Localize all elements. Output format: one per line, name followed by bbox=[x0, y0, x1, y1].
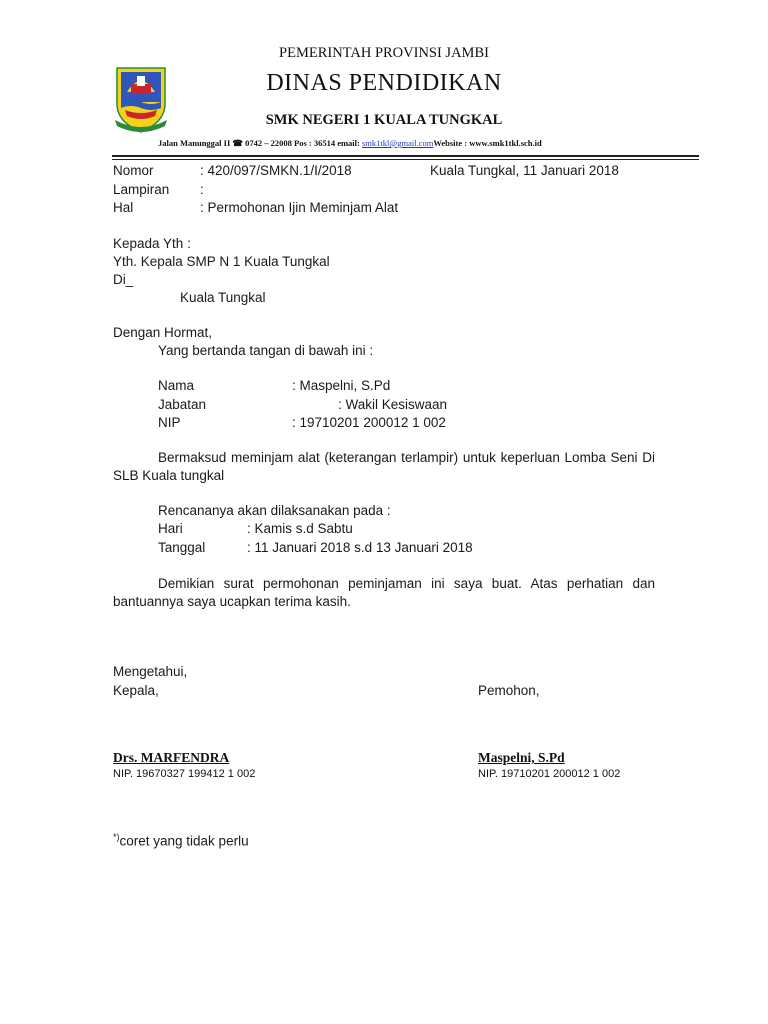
jabatan-label: Jabatan bbox=[158, 397, 207, 412]
kepala-role: Kepala, bbox=[113, 683, 159, 698]
header-rule-thick bbox=[112, 155, 699, 157]
email-link[interactable]: smk1tkl@gmail.com bbox=[362, 138, 434, 148]
tanggal-value: : 11 Januari 2018 s.d 13 Januari 2018 bbox=[247, 540, 473, 555]
applicant-nip: NIP. 19710201 200012 1 002 bbox=[478, 768, 621, 780]
footnote-mark: *) bbox=[113, 832, 120, 842]
kepada-yth: Kepada Yth : bbox=[113, 236, 191, 251]
header-rule-thin bbox=[112, 159, 699, 160]
purpose-paragraph: Bermaksud meminjam alat (keterangan terlampir) untuk keperluan Lomba Seni Di SLB Kuala tungkal bbox=[113, 450, 655, 483]
footnote-text: coret yang tidak perlu bbox=[119, 833, 249, 849]
address-phone: 0742 – 22008 Pos : 36514 email: bbox=[245, 138, 362, 148]
website-text: Website : www.smk1tkl.sch.id bbox=[433, 138, 542, 148]
salutation: Dengan Hormat, bbox=[113, 325, 213, 340]
headmaster-name: Drs. MARFENDRA bbox=[113, 750, 230, 765]
recipient-di: Di_ bbox=[113, 272, 134, 287]
agency-heading: DINAS PENDIDIKAN bbox=[266, 70, 502, 96]
address-line bbox=[158, 138, 542, 149]
pemohon-role: Pemohon, bbox=[478, 683, 540, 698]
hari-value: : Kamis s.d Sabtu bbox=[247, 521, 353, 536]
mengetahui-label: Mengetahui, bbox=[113, 664, 188, 679]
address-street: Jalan Manunggal II bbox=[158, 138, 231, 148]
jabatan-value: : Wakil Kesiswaan bbox=[338, 397, 448, 412]
lampiran-label: Lampiran bbox=[113, 182, 170, 197]
hari-label: Hari bbox=[158, 521, 183, 536]
recipient-place: Kuala Tungkal bbox=[180, 290, 266, 305]
hal-label: Hal bbox=[113, 200, 134, 215]
nama-label: Nama bbox=[158, 378, 195, 393]
school-heading: SMK NEGERI 1 KUALA TUNGKAL bbox=[265, 112, 503, 128]
tanggal-label: Tanggal bbox=[158, 540, 206, 555]
closing-paragraph: Demikian surat permohonan peminjaman ini saya buat. Atas perhatian dan bantuannya saya ucapkan terima kasih. bbox=[113, 576, 655, 609]
recipient-name: Yth. Kepala SMP N 1 Kuala Tungkal bbox=[113, 254, 330, 269]
place-date: Kuala Tungkal, 11 Januari 2018 bbox=[430, 163, 619, 178]
hal-value: : Permohonan Ijin Meminjam Alat bbox=[200, 200, 399, 215]
intro-text: Yang bertanda tangan di bawah ini : bbox=[158, 343, 374, 358]
phone-icon: ☎ bbox=[232, 138, 243, 148]
footnote bbox=[113, 832, 249, 849]
government-heading: PEMERINTAH PROVINSI JAMBI bbox=[279, 45, 489, 61]
plan-text: Rencananya akan dilaksanakan pada : bbox=[158, 503, 391, 518]
applicant-name: Maspelni, S.Pd bbox=[478, 750, 565, 765]
nomor-label: Nomor bbox=[113, 163, 154, 178]
nama-value: : Maspelni, S.Pd bbox=[292, 378, 391, 393]
nomor-value: : 420/097/SMKN.1/I/2018 bbox=[200, 163, 352, 178]
headmaster-nip: NIP. 19670327 199412 1 002 bbox=[113, 768, 256, 780]
nip-label: NIP bbox=[158, 415, 181, 430]
nip-value: : 19710201 200012 1 002 bbox=[292, 415, 446, 430]
lampiran-value: : bbox=[200, 182, 204, 197]
